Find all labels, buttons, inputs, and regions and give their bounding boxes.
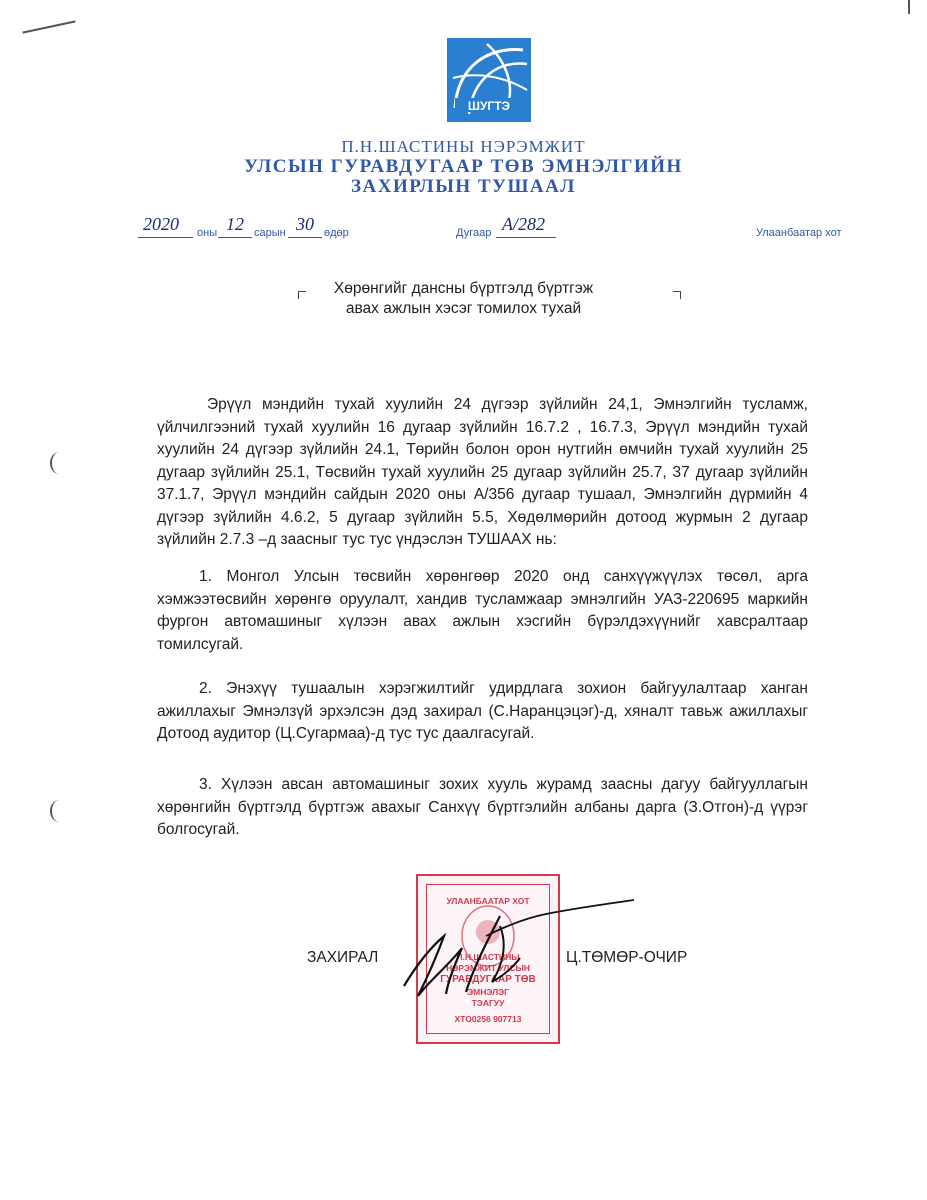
- director-name: Ц.ТӨМӨР-ОЧИР: [566, 949, 688, 966]
- subject-line-2: авах ажлын хэсэг томилох тухай: [345, 300, 582, 317]
- stamp-line-3: ГУРАВДУГААР ТӨВ: [440, 974, 536, 985]
- date-day: 30: [296, 214, 314, 234]
- date-month: 12: [226, 214, 244, 234]
- header-line-2: УЛСЫН ГУРАВДУГААР ТӨВ ЭМНЭЛГИЙН: [244, 156, 683, 177]
- date-year-suffix: оны: [197, 227, 218, 239]
- order-number-label: Дугаар: [456, 227, 492, 239]
- punch-hole-mark: [50, 800, 68, 822]
- hospital-logo: [447, 38, 531, 122]
- handwritten-signature: [396, 896, 646, 1006]
- stamp-line-4: ЭМНЭЛЭГ: [467, 987, 509, 997]
- header-line-3: ЗАХИРЛЫН ТУШААЛ: [351, 176, 576, 197]
- order-subject: [0, 279, 927, 319]
- order-item-1: 1. Монгол Улсын төсвийн хөрөнгөөр 2020 онд санхүүжүүлэх төсөл, арга хэмжээтөсвийн хөрөнгө оруулалт, хандив тусламжаар эмнэлгийн УАЗ-220695 маркийн фургон автомашиныг хүлээн авах ажлын хэсгийн бүрэлдэхүүнийг хавсралтаар томилсугай.: [157, 568, 808, 653]
- preamble-paragraph: Эрүүл мэндийн тухай хуулийн 24 дүгээр зүйлийн 24,1, Эмнэлгийн тусламж, үйлчилгээний тухай хуулийн 16 дугаар зүйлийн 16.7.2 , 16.7.3, Эрүүл мэндийн тухай хуулийн 24 дүгээр зүйлийн 24.1, Төрийн болон орон нутгийн өмчийн тухай хуулийн 25 дугаар зүйлийн 25.1, Төсвийн тухай хуулийн 25 дугаар зүйлийн 25.7, 37 дугаар зүйлийн 37.1.7, Эрүүл мэндийн сайдын 2020 оны А/356 дугаар тушаал, Эмнэлгийн дүрмийн 4 дүгээр зүйлийн 4.6.2, 5 дугаар зүйлийн 5.5, Хөдөлмөрийн дотоод журмын 2 дугаар зүйлийн 2.7.3 –д заасныг тус тус үндэслэн ТУШААХ нь:: [157, 396, 808, 548]
- director-title: ЗАХИРАЛ: [307, 949, 379, 966]
- punch-hole-mark: [50, 452, 68, 474]
- stamp-code: ХТО0256 907713: [454, 1014, 522, 1024]
- order-number: А/282: [502, 214, 545, 234]
- order-item-3: 3. Хүлээн авсан автомашиныг зохих хууль журамд заасны дагуу байгууллагын хөрөнгийн бүртгэлд бүртгэж авахыг Санхүү бүртгэлийн албаны дарга (З.Отгон)-д үүрэг болгосугай.: [157, 776, 808, 838]
- scan-mark: [908, 0, 910, 14]
- stamp-line-2: НЭРЭМЖИТ УЛСЫН: [446, 963, 530, 973]
- date-day-suffix: өдөр: [324, 227, 349, 239]
- scan-mark: [22, 20, 75, 33]
- header-line-1: П.Н.ШАСТИНЫ НЭРЭМЖИТ: [341, 137, 586, 156]
- stamp-line-5: ТЭАГУУ: [471, 998, 505, 1008]
- city: Улаанбаатар хот: [756, 227, 842, 239]
- dateline: [0, 214, 927, 241]
- order-item-2: 2. Энэхүү тушаалын хэрэгжилтийг удирдлага зохион байгуулалтаар ханган ажиллахыг Эмнэлзүй эрхэлсэн дэд захирал (С.Наранцэцэг)-д, хяналт тавьж ажиллахыг Дотоод аудитор (Ц.Сугармаа)-д тус тус даалгасугай.: [157, 680, 808, 742]
- stamp-line-1: П.Н.ШАСТИНЫ: [456, 952, 520, 962]
- date-year: 2020: [143, 214, 179, 234]
- subject-line-1: Хөрөнгийг дансны бүртгэлд бүртгэж: [333, 280, 594, 297]
- logo-text: ШУГТЭ: [467, 99, 511, 113]
- date-month-suffix: сарын: [254, 227, 286, 239]
- stamp-top-text: УЛААНБААТАР ХОТ: [446, 896, 530, 906]
